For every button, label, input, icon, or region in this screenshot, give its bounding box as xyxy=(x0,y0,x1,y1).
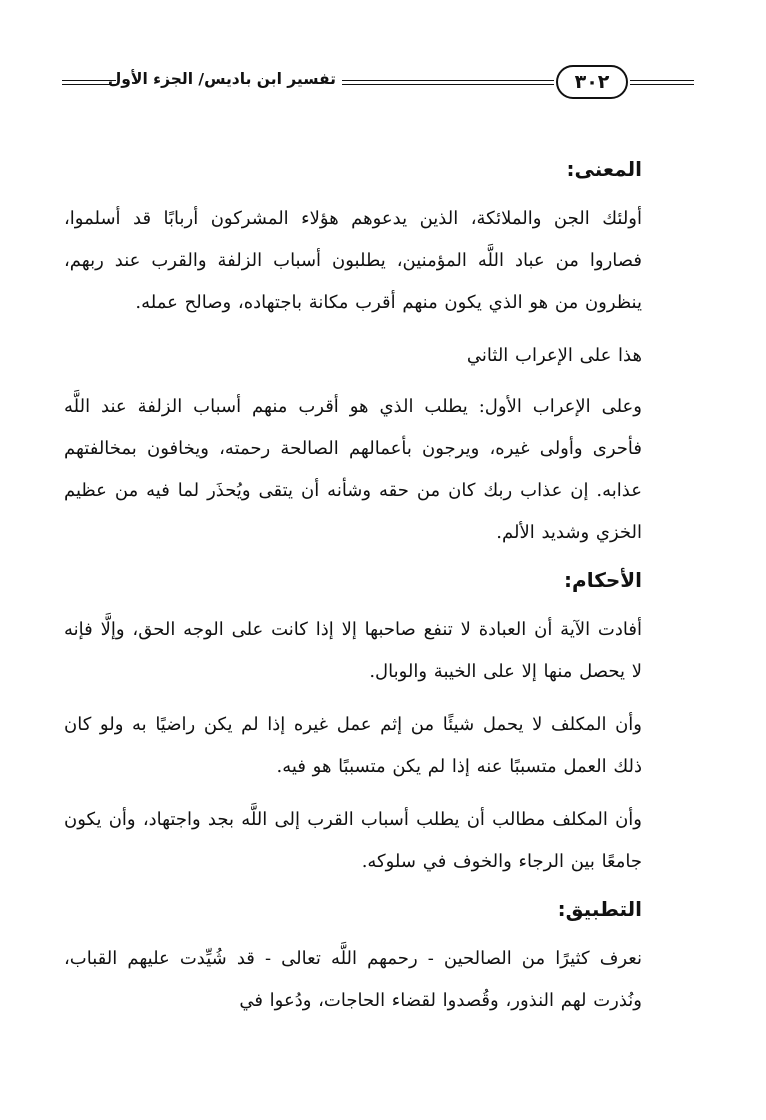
header-rule-middle xyxy=(342,80,554,85)
running-title: تفسير ابن باديس/ الجزء الأول xyxy=(107,70,336,88)
page-body xyxy=(64,154,642,1033)
paragraph: وأن المكلف لا يحمل شيئًا من إثم عمل غيره إذا لم يكن راضيًا به ولو كان ذلك العمل متسببًا عنه إذا لم يكن متسببًا هو فيه. xyxy=(64,714,642,777)
section-heading-rulings: الأحكام: xyxy=(564,568,642,592)
paragraph: وعلى الإعراب الأول: يطلب الذي هو أقرب منهم أسباب الزلفة عند اللَّه فأحرى وأولى غيره، ويرجون بأعمالهم الصالحة رحمته، ويخافون بمخالفتهم عذابه. إن عذاب ربك كان من حقه وشأنه أن يتقى ويُحذَر لما فيه من عظيم الخزي وشديد الألم. xyxy=(64,396,642,543)
paragraph: وأن المكلف مطالب أن يطلب أسباب القرب إلى اللَّه بجد واجتهاد، وأن يكون جامعًا بين الرجاء والخوف في سلوكه. xyxy=(64,809,642,872)
paragraph: أولئك الجن والملائكة، الذين يدعوهم هؤلاء المشركون أربابًا قد أسلموا، فصاروا من عباد اللَّه المؤمنين، يطلبون أسباب الزلفة والقرب عند ربهم، ينظرون من هو الذي يكون منهم أقرب مكانة باجتهاده، وصالح عمله. xyxy=(64,208,642,313)
header-rule-right xyxy=(630,80,694,85)
paragraph: هذا على الإعراب الثاني xyxy=(466,345,642,366)
section-heading-application: التطبيق: xyxy=(557,897,642,921)
section-heading-meaning: المعنى: xyxy=(566,157,642,181)
page-number: ٣٠٢ xyxy=(556,65,628,99)
paragraph: أفادت الآية أن العبادة لا تنفع صاحبها إلا إذا كانت على الوجه الحق، وإلَّا فإنه لا يحصل منها إلا على الخيبة والوبال. xyxy=(64,619,642,682)
paragraph: نعرف كثيرًا من الصالحين - رحمهم اللَّه تعالى - قد شُيِّدت عليهم القباب، ونُذرت لهم النذور، وقُصدوا لقضاء الحاجات، ودُعوا في xyxy=(64,948,642,1011)
running-header xyxy=(62,64,652,104)
